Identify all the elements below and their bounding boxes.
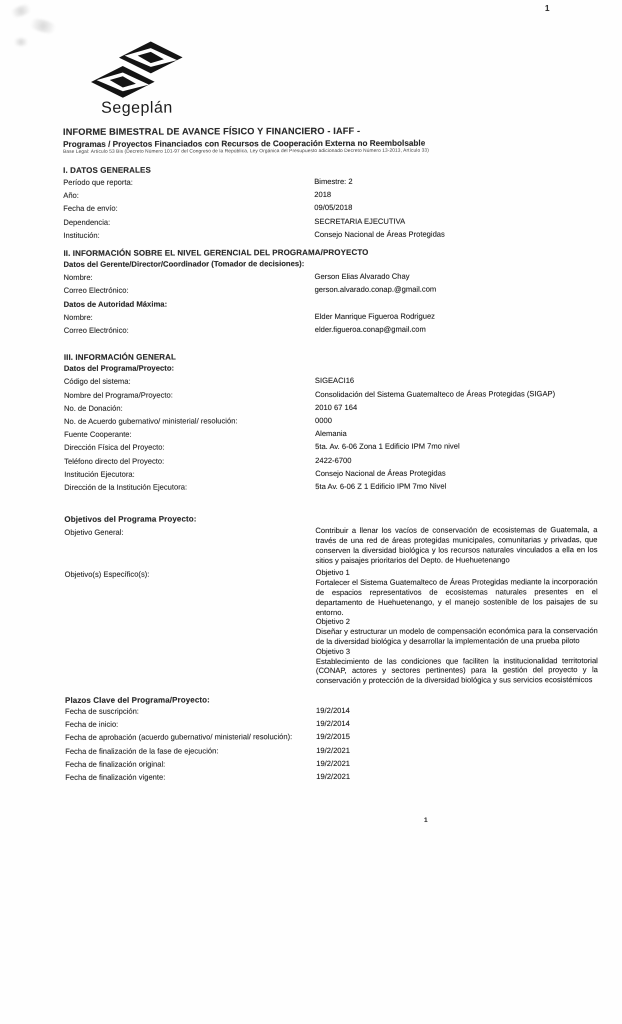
report-subtitle: Programas / Proyectos Financiados con Recursos de Cooperación Externa no Reembolsable xyxy=(63,138,426,149)
field-value: 19/2/2021 xyxy=(316,771,351,782)
objetivo-item xyxy=(316,646,598,686)
field-value: Gerson Elias Alvarado Chay xyxy=(314,271,410,282)
field-value: 09/05/2018 xyxy=(314,203,353,213)
segeplan-logo xyxy=(81,40,193,117)
scan-smudge xyxy=(25,16,61,36)
field-label: Nombre: xyxy=(63,273,93,283)
field-label: Objetivo(s) Específico(s): xyxy=(64,570,150,580)
field-label: Institución: xyxy=(63,230,100,240)
section-objetivos xyxy=(64,513,598,687)
objetivo-item-text: Diseñar y estructurar un modelo de compensación económica para la conservación de la diversidad biológica y desarrollar la implementación de una prueba piloto xyxy=(315,626,598,647)
field-value: 19/2/2014 xyxy=(316,719,350,729)
field-label: Nombre: xyxy=(63,312,93,322)
field-value: 5ta Av. 6-06 Z 1 Edificio IPM 7mo Nivel xyxy=(315,481,447,492)
field-label: Fecha de envío: xyxy=(63,204,118,214)
field-label: Nombre del Programa/Proyecto: xyxy=(63,390,173,400)
section-heading: II. INFORMACIÓN SOBRE EL NIVEL GERENCIAL DEL PROGRAMA/PROYECTO xyxy=(63,247,369,258)
field-label: Dependencia: xyxy=(63,217,111,227)
field-value: 5ta. Av. 6-06 Zona 1 Edificio IPM 7mo nivel xyxy=(315,442,460,452)
report-title: INFORME BIMESTRAL DE AVANCE FÍSICO Y FINANCIERO - IAFF - xyxy=(63,125,361,137)
objetivos-especificos-list xyxy=(316,568,598,687)
page-number-top: 1 xyxy=(545,4,550,13)
field-row xyxy=(64,322,597,337)
field-label: Correo Electrónico: xyxy=(63,325,129,335)
field-value: 19/2/2021 xyxy=(316,745,350,755)
objetivo-item-title: Objetivo 2 xyxy=(315,617,350,627)
legal-base-text: Base Legal: Artículo 53 Bis (Decreto Número 101-97 del Congreso de la República, Ley Orgánica del Presupuesto adicionado Decreto Número 13-2013, Artículo 33) xyxy=(63,148,429,155)
field-label: Fecha de finalización vigente: xyxy=(65,772,166,782)
field-value: Bimestre: 2 xyxy=(314,176,353,187)
field-value: Elder Manrique Figueroa Rodriguez xyxy=(314,311,435,321)
page-number-bottom: 1 xyxy=(424,817,428,824)
field-row xyxy=(63,227,596,242)
subsection-heading: Datos del Gerente/Director/Coordinador (Tomador de decisiones): xyxy=(63,259,305,269)
field-value: Alemania xyxy=(315,429,347,439)
field-label: Dirección Física del Proyecto: xyxy=(64,443,165,453)
field-label: Período que reporta: xyxy=(63,177,133,187)
objetivo-general-row xyxy=(64,525,597,566)
field-value: elder.figueroa.conap@gmail.com xyxy=(314,324,426,335)
section-datos-generales xyxy=(63,164,596,242)
section-heading: III. INFORMACIÓN GENERAL xyxy=(63,352,177,363)
field-row xyxy=(64,282,597,297)
field-label: Teléfono directo del Proyecto: xyxy=(64,456,165,466)
field-value: 19/2/2015 xyxy=(316,732,350,742)
field-label: Dirección de la Institución Ejecutora: xyxy=(64,482,188,492)
section-nivel-gerencial xyxy=(63,247,596,337)
field-label: No. de Acuerdo gubernativo/ ministerial/ resolución: xyxy=(64,416,238,426)
section-heading: Plazos Clave del Programa/Proyecto: xyxy=(64,695,210,705)
subsection-heading: Datos del Programa/Proyecto: xyxy=(63,363,175,374)
field-row xyxy=(65,769,598,784)
section-plazos xyxy=(65,694,598,784)
field-value: 2018 xyxy=(314,190,332,200)
field-value: gerson.alvarado.conap.@gmail.com xyxy=(314,285,437,295)
field-label: Año: xyxy=(63,191,79,201)
field-label: Fecha de aprobación (acuerdo gubernativo/ ministerial/ resolución): xyxy=(65,732,293,743)
field-value: Consejo Nacional de Áreas Protegidas xyxy=(314,229,445,239)
field-value: 2010 67 164 xyxy=(314,402,358,412)
objetivo-item-text: Establecimiento de las condiciones que faciliten la institucionalidad territotorial (CONAP, actores y sectores pertinentes) para la gestión del proyecto y la conservación y protección de la diversidad biológica y sus servicios ecosistémicos xyxy=(315,655,598,686)
field-value: 2422-6700 xyxy=(315,455,352,465)
objetivo-item-title: Objetivo 3 xyxy=(315,646,351,656)
section-heading: Objetivos del Programa Proyecto: xyxy=(64,514,197,525)
field-label: Fuente Cooperante: xyxy=(64,429,132,440)
field-label: Institución Ejecutora: xyxy=(64,469,135,479)
objetivo-item-title: Objetivo 1 xyxy=(315,568,350,578)
scan-smudge xyxy=(12,38,30,46)
objetivo-item-text: Fortalecer el Sistema Guatemalteco de Áreas Protegidas mediante la incorporación de espacios representativos de ecosistemas naturales presentes en el departamento de Huehuetenango, y el manejo sostenible de los paisajes de su entorno. xyxy=(315,577,598,617)
field-label: Código del sistema: xyxy=(63,377,131,387)
field-label: Fecha de finalización original: xyxy=(65,759,166,769)
field-row xyxy=(64,479,597,494)
field-value: 19/2/2021 xyxy=(316,758,351,768)
objetivo-item xyxy=(316,568,598,618)
field-value: 0000 xyxy=(315,416,332,426)
objetivo-general-text: Contribuir a llenar los vacíos de conservación de ecosistemas de Guatemala, a través de una red de áreas protegidas municipales, comunitarias y privadas, que conserven la diversidad biológica y los recursos naturales vinculados a ella en los sitios y paisajes prioritarios del Depto. de Huehuetenango xyxy=(315,525,598,565)
field-label: Objetivo General: xyxy=(64,527,124,538)
objetivos-especificos-row xyxy=(65,568,598,687)
section-informacion-general xyxy=(64,351,597,494)
subsection-heading: Datos de Autoridad Máxima: xyxy=(63,299,168,309)
field-label: Correo Electrónico: xyxy=(63,286,129,296)
field-value: 19/2/2014 xyxy=(316,705,350,716)
field-label: Fecha de finalización de la fase de ejecución: xyxy=(65,746,219,756)
objetivo-item xyxy=(316,617,598,647)
scan-smudge xyxy=(7,2,35,20)
field-label: Fecha de inicio: xyxy=(65,719,119,730)
field-value: Consejo Nacional de Áreas Protegidas xyxy=(315,468,446,478)
section-heading: I. DATOS GENERALES xyxy=(63,165,151,175)
field-value: SECRETARIA EJECUTIVA xyxy=(314,216,406,226)
field-value: SIGEACI16 xyxy=(314,376,355,386)
segeplan-logo-icon xyxy=(85,40,189,98)
segeplan-wordmark: Segeplán xyxy=(101,99,173,117)
field-value: Consolidación del Sistema Guatemalteco de Áreas Protegidas (SIGAP) xyxy=(314,388,556,399)
field-label: Fecha de suscripción: xyxy=(65,706,139,716)
field-label: No. de Donación: xyxy=(63,403,123,413)
